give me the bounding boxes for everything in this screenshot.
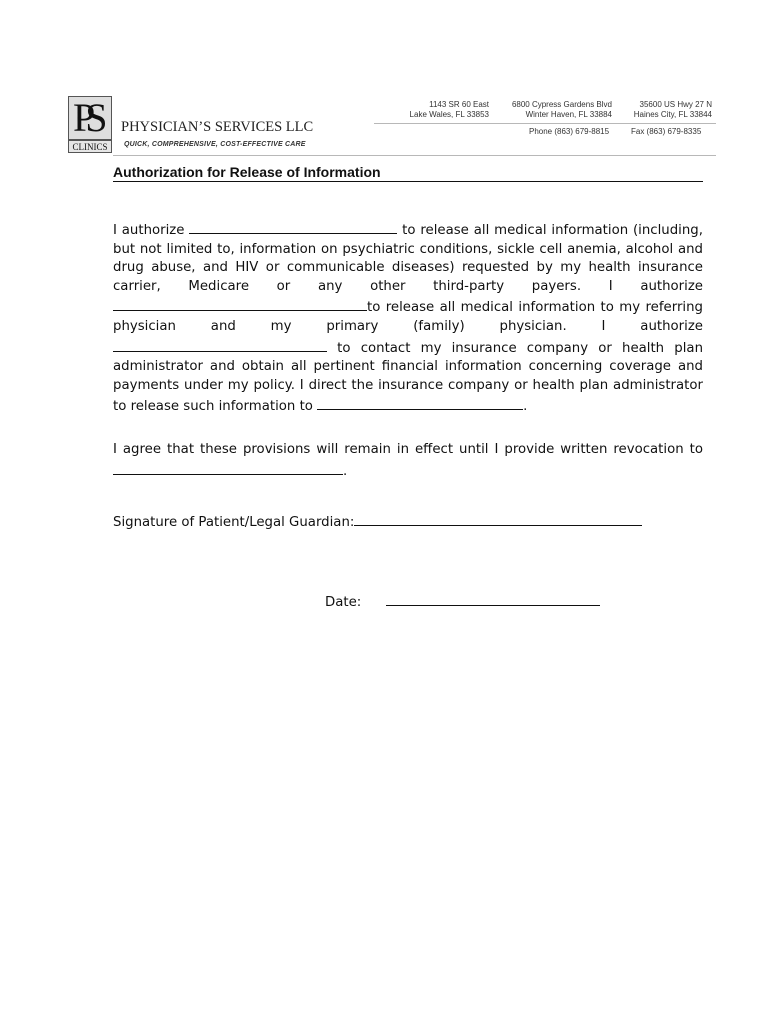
address-city: Winter Haven, FL 33884 — [525, 110, 612, 119]
address-street: 6800 Cypress Gardens Blvd — [511, 100, 612, 109]
line-text: I authorize — [113, 223, 185, 238]
paragraph-line: carrier, Medicare or any other third-party payers. I authorize — [113, 278, 703, 294]
line-text: . — [523, 399, 528, 415]
form-title: Authorization for Release of Information — [113, 164, 703, 182]
company-name: PHYSICIAN’S SERVICES LLC — [121, 119, 314, 135]
paragraph-line — [113, 296, 703, 318]
logo-letters: PS — [73, 95, 98, 140]
line-text: to release all medical information (including, — [402, 223, 703, 238]
authorized-party-blank[interactable] — [189, 219, 397, 234]
paragraph-line — [113, 395, 703, 417]
paragraph-line: payments under my policy. I direct the insurance company or health plan administrator — [113, 377, 703, 393]
address-street: 35600 US Hwy 27 N — [639, 100, 712, 109]
address-city: Haines City, FL 33844 — [633, 110, 712, 119]
phone-number: Phone (863) 679-8815 — [529, 127, 610, 136]
date-label: Date: — [325, 595, 362, 610]
contacting-party-blank[interactable] — [113, 337, 327, 352]
header-divider-bottom — [113, 155, 716, 156]
release-recipient-blank[interactable] — [317, 395, 523, 410]
company-tagline: QUICK, COMPREHENSIVE, COST-EFFECTIVE CARE — [124, 141, 306, 148]
address-street: 1143 SR 60 East — [429, 100, 489, 109]
clinic-logo — [68, 96, 112, 154]
logo-box — [68, 96, 112, 140]
line-text: to release such information to — [113, 399, 313, 415]
paragraph-line: physician and my primary (family) physician. I authorize — [113, 318, 703, 334]
revocation-recipient-blank[interactable] — [113, 460, 343, 475]
date-row — [325, 591, 600, 610]
address-haines-city — [634, 100, 712, 120]
paragraph-line — [113, 337, 703, 359]
authorization-paragraph — [113, 219, 703, 417]
signature-field[interactable] — [354, 511, 642, 526]
paragraph-line — [113, 219, 703, 241]
address-winter-haven — [512, 100, 612, 120]
signature-row — [113, 511, 642, 530]
line-text: to contact my insurance company or health plan — [337, 340, 703, 356]
paragraph-line: but not limited to, information on psychiatric conditions, sickle cell anemia, alcohol and — [113, 241, 703, 257]
logo-clinics-label: CLINICS — [68, 140, 112, 153]
line-text: to release all medical information to my referring — [367, 300, 703, 316]
date-field[interactable] — [386, 591, 600, 606]
fax-number: Fax (863) 679-8335 — [631, 127, 702, 136]
paragraph-line — [113, 460, 703, 482]
paragraph-line: drug abuse, and HIV or communicable diseases) requested by my health insurance — [113, 260, 703, 276]
header-divider-top — [374, 123, 716, 124]
address-city: Lake Wales, FL 33853 — [409, 110, 489, 119]
revocation-paragraph — [113, 441, 703, 481]
signature-label: Signature of Patient/Legal Guardian: — [113, 515, 355, 530]
releasing-party-blank[interactable] — [113, 296, 367, 311]
paragraph-line: administrator and obtain all pertinent financial information concerning coverage and — [113, 359, 703, 375]
paragraph-line: I agree that these provisions will remain in effect until I provide written revocation to — [113, 442, 703, 457]
line-text: . — [343, 463, 348, 479]
address-lake-wales — [410, 100, 489, 120]
